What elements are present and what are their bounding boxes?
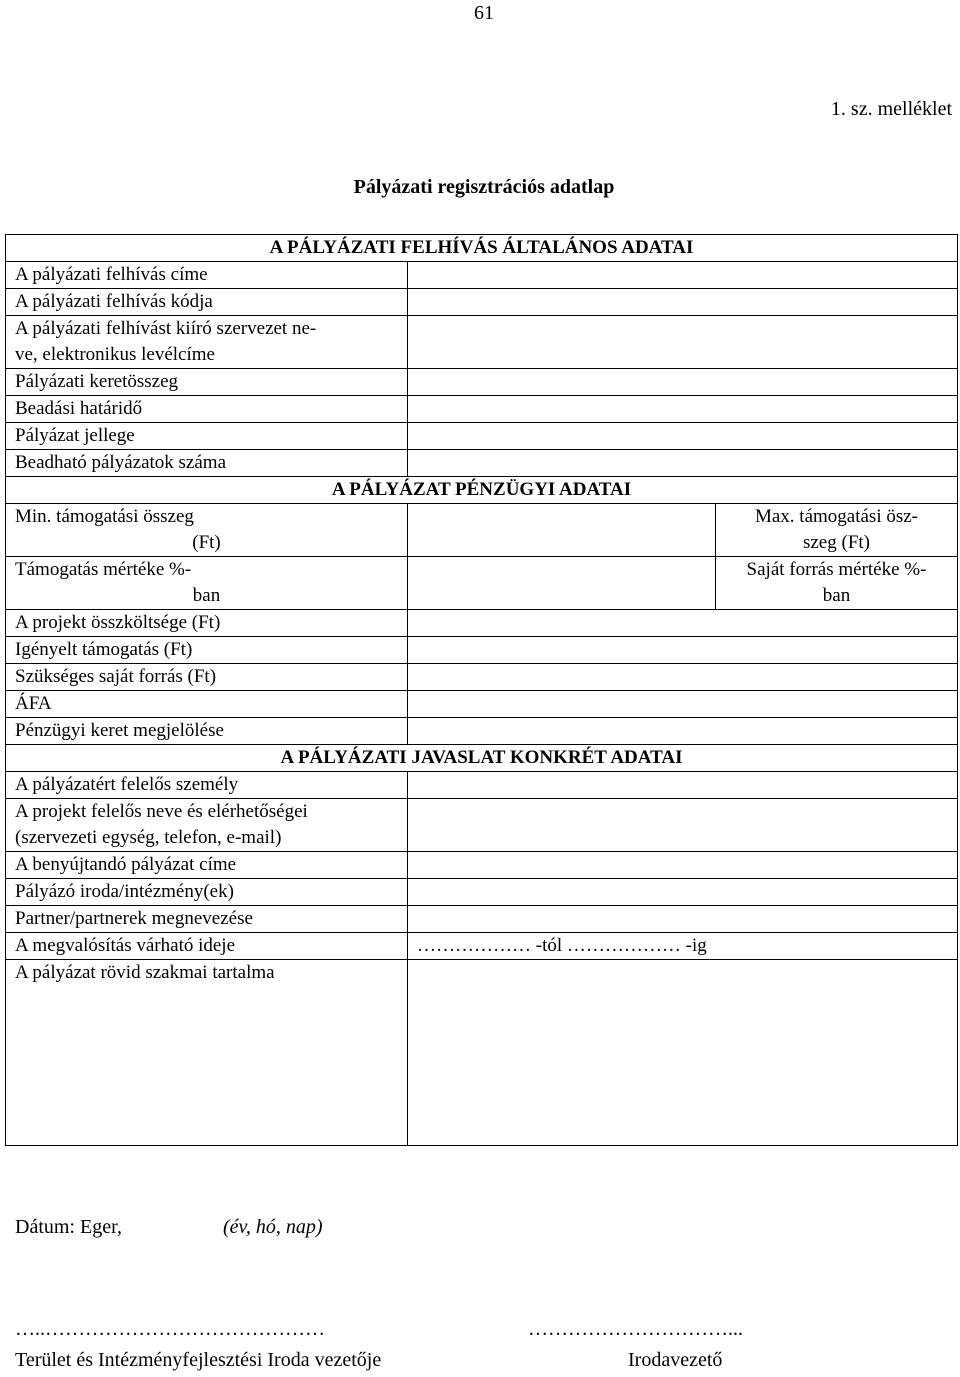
section-proposal-header: [6, 745, 958, 772]
row-label-line: A pályázati felhívást kiíró szervezet ne-: [15, 318, 317, 339]
table-row: [6, 262, 958, 289]
table-row: [6, 772, 958, 799]
partners-field[interactable]: [408, 906, 958, 933]
call-title-field[interactable]: [408, 262, 958, 289]
row-label: Pályázati keretösszeg: [6, 369, 408, 396]
deadline-field[interactable]: [408, 396, 958, 423]
row-label: Beadható pályázatok száma: [6, 450, 408, 477]
row-label-line: Saját forrás mértéke %-: [746, 559, 927, 580]
row-label: Pályázat jellege: [6, 423, 408, 450]
row-label-line: A projekt felelős neve és elérhetőségei: [15, 801, 308, 822]
annex-label: 1. sz. melléklet: [830, 98, 952, 120]
form-title: Pályázati regisztrációs adatlap: [353, 176, 615, 198]
row-label-line: Támogatás mértéke %-: [15, 559, 192, 580]
timeframe-field[interactable]: ……………… -tól ……………… -ig: [408, 933, 958, 960]
project-lead-contact-field[interactable]: [408, 799, 958, 852]
table-row: [6, 879, 958, 906]
proposal-title-field[interactable]: [408, 852, 958, 879]
table-row: [6, 423, 958, 450]
row-label-line: (Ft): [192, 532, 221, 553]
registration-form-table: [5, 234, 958, 1146]
signature-line-right[interactable]: …………………………...: [528, 1318, 743, 1340]
row-label: [716, 557, 958, 610]
table-row: [6, 396, 958, 423]
support-rate-field[interactable]: [408, 557, 716, 610]
call-code-field[interactable]: [408, 289, 958, 316]
row-label-line: szeg (Ft): [802, 532, 870, 553]
row-label: Partner/partnerek megnevezése: [6, 906, 408, 933]
table-row: [6, 610, 958, 637]
application-count-field[interactable]: [408, 450, 958, 477]
row-label: [6, 316, 408, 369]
row-label: ÁFA: [6, 691, 408, 718]
min-support-field[interactable]: [408, 504, 716, 557]
call-type-field[interactable]: [408, 423, 958, 450]
budget-field[interactable]: [408, 369, 958, 396]
table-row: [6, 450, 958, 477]
signer-right: Irodavezető: [628, 1349, 723, 1371]
total-cost-field[interactable]: [408, 610, 958, 637]
table-row: [6, 960, 958, 1146]
section-general-heading: A PÁLYÁZATI FELHÍVÁS ÁLTALÁNOS ADATAI: [6, 235, 958, 262]
date-hint: (év, hó, nap): [223, 1216, 323, 1238]
row-label: Pénzügyi keret megjelölése: [6, 718, 408, 745]
requested-support-field[interactable]: [408, 637, 958, 664]
section-financial-heading: A PÁLYÁZAT PÉNZÜGYI ADATAI: [6, 477, 958, 504]
table-row: [6, 852, 958, 879]
table-row: [6, 316, 958, 369]
applicant-office-field[interactable]: [408, 879, 958, 906]
row-label: Szükséges saját forrás (Ft): [6, 664, 408, 691]
row-label: [6, 557, 408, 610]
table-row: [6, 289, 958, 316]
row-label-line: ban: [822, 585, 851, 606]
section-general-header: [6, 235, 958, 262]
row-label: [6, 504, 408, 557]
row-label: A pályázati felhívás kódja: [6, 289, 408, 316]
vat-field[interactable]: [408, 691, 958, 718]
row-label: A megvalósítás várható ideje: [6, 933, 408, 960]
table-row: [6, 933, 958, 960]
signer-left: Terület és Intézményfejlesztési Iroda vezetője: [15, 1349, 382, 1371]
row-label: A pályázatért felelős személy: [6, 772, 408, 799]
row-label-line: (szervezeti egység, telefon, e-mail): [15, 827, 282, 848]
section-proposal-heading: A PÁLYÁZATI JAVASLAT KONKRÉT ADATAI: [6, 745, 958, 772]
summary-field[interactable]: [408, 960, 958, 1146]
table-row: [6, 664, 958, 691]
row-label: A projekt összköltsége (Ft): [6, 610, 408, 637]
page-number: 61: [474, 2, 494, 24]
row-label-line: ban: [192, 585, 221, 606]
own-source-field[interactable]: [408, 664, 958, 691]
row-label: [6, 799, 408, 852]
table-row: [6, 799, 958, 852]
table-row: [6, 504, 958, 557]
responsible-person-field[interactable]: [408, 772, 958, 799]
table-row: [6, 557, 958, 610]
row-label: Beadási határidő: [6, 396, 408, 423]
date-label: Dátum: Eger,: [15, 1216, 122, 1238]
table-row: [6, 718, 958, 745]
row-label-line: ve, elektronikus levélcíme: [15, 344, 215, 365]
table-row: [6, 637, 958, 664]
table-row: [6, 691, 958, 718]
financial-frame-field[interactable]: [408, 718, 958, 745]
table-row: [6, 369, 958, 396]
row-label: Igényelt támogatás (Ft): [6, 637, 408, 664]
section-financial-header: [6, 477, 958, 504]
row-label: Pályázó iroda/intézmény(ek): [6, 879, 408, 906]
row-label-line: Min. támogatási összeg: [15, 506, 194, 527]
row-label: A pályázat rövid szakmai tartalma: [6, 960, 408, 1146]
row-label: A pályázati felhívás címe: [6, 262, 408, 289]
table-row: [6, 906, 958, 933]
row-label-line: Max. támogatási ösz-: [754, 506, 919, 527]
row-label: [716, 504, 958, 557]
issuer-field[interactable]: [408, 316, 958, 369]
row-label: A benyújtandó pályázat címe: [6, 852, 408, 879]
signature-line-left[interactable]: …..……………………………………: [15, 1318, 325, 1340]
